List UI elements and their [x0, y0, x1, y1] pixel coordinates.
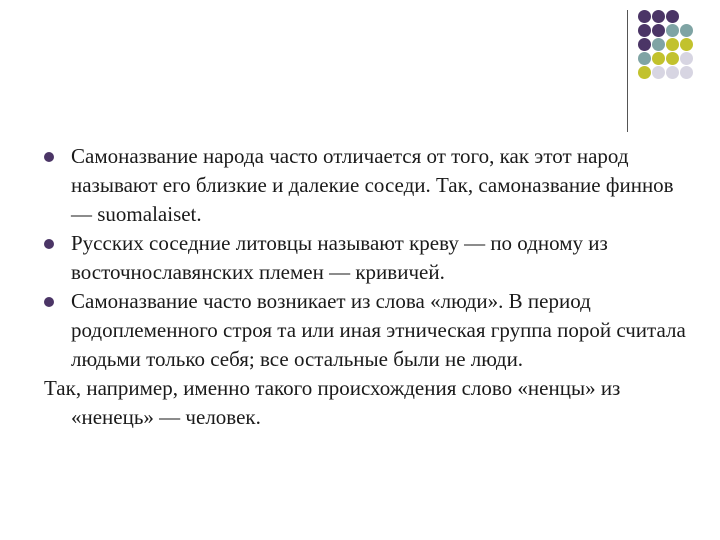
decorative-dot [666, 10, 679, 23]
decorative-dot [666, 66, 679, 79]
decorative-dot [638, 24, 651, 37]
bullet-text: Русских соседние литовцы называют креву — по одному из восточнославянских племен — кривичей. [71, 231, 608, 284]
decorative-dot [652, 66, 665, 79]
bullet-item [44, 287, 694, 374]
decorative-dot [680, 52, 693, 65]
bullet-item [44, 229, 694, 287]
bullet-dot-icon [44, 239, 54, 249]
decorative-dot [680, 38, 693, 51]
decorative-vertical-line [627, 10, 628, 132]
decorative-dot [652, 52, 665, 65]
decorative-dot [638, 66, 651, 79]
decorative-dot [638, 10, 651, 23]
bullet-text: Самоназвание народа часто отличается от того, как этот народ называют его близкие и далекие соседи. Так, самоназвание финнов — suomalaiset. [71, 144, 674, 226]
decorative-dot [666, 52, 679, 65]
closing-paragraph: Так, например, именно такого происхождения слово «ненцы» из «ненець» — человек. [44, 376, 621, 429]
decorative-dot-grid [638, 10, 718, 110]
decorative-dot [666, 38, 679, 51]
decorative-dot [680, 24, 693, 37]
decorative-dot [638, 52, 651, 65]
bullet-text: Самоназвание часто возникает из слова «люди». В период родоплеменного строя та или иная этническая группа порой считала людьми только себя; все остальные были не люди. [71, 289, 686, 371]
bullet-dot-icon [44, 297, 54, 307]
decorative-dot [652, 10, 665, 23]
decorative-dot [680, 66, 693, 79]
decorative-dot [652, 38, 665, 51]
bullet-dot-icon [44, 152, 54, 162]
decorative-dot [638, 38, 651, 51]
slide-body [44, 142, 694, 432]
bullet-item [44, 142, 694, 229]
decorative-dot [666, 24, 679, 37]
decorative-dot [652, 24, 665, 37]
